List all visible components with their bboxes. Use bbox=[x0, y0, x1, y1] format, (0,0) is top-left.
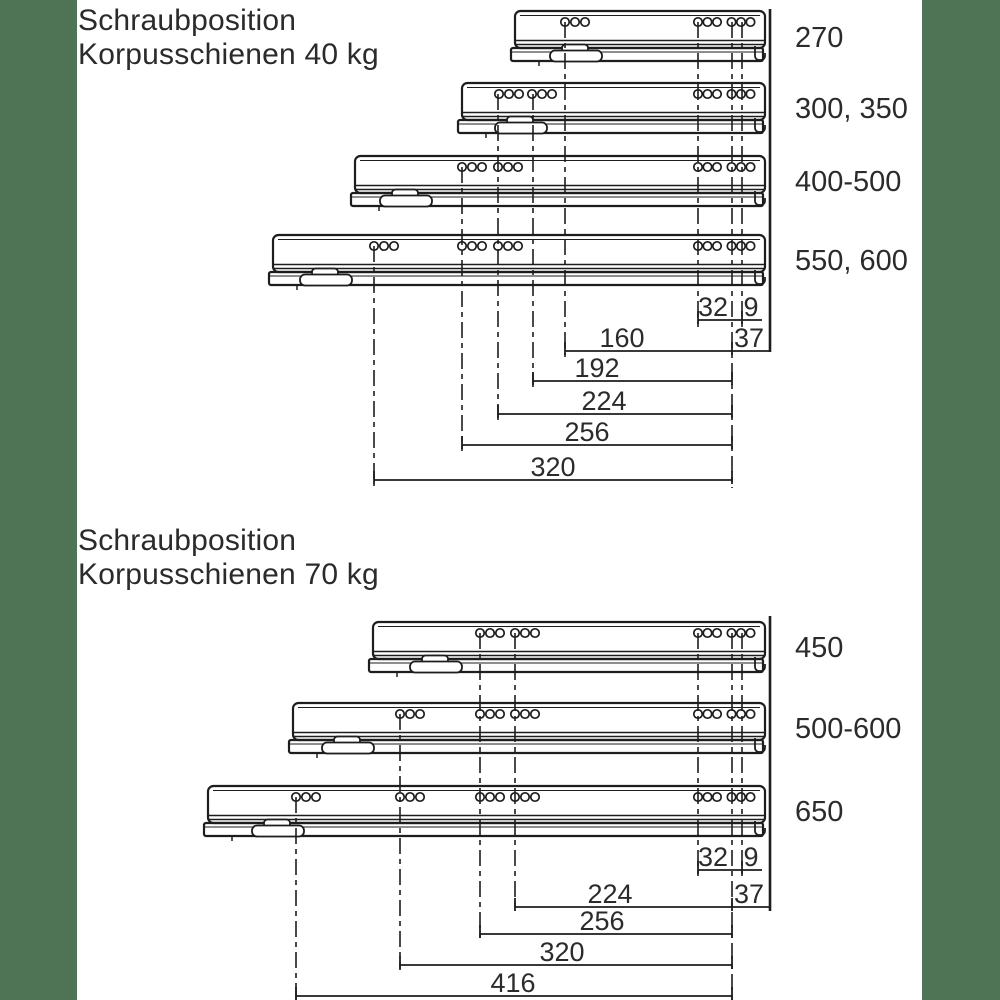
title-line-1: Schraubposition bbox=[78, 524, 297, 557]
korpusschienen-40kg bbox=[269, 9, 908, 488]
screw-hole bbox=[514, 242, 522, 250]
screw-hole bbox=[713, 710, 721, 718]
screw-hole bbox=[746, 90, 754, 98]
rail-length-label: 450 bbox=[795, 632, 844, 664]
screw-hole bbox=[486, 710, 494, 718]
dimension-value-32: 32 bbox=[697, 292, 729, 322]
release-latch bbox=[322, 743, 374, 754]
screw-hole bbox=[496, 793, 504, 801]
title-line-2: Korpusschienen 40 kg bbox=[78, 38, 379, 71]
screw-hole bbox=[746, 629, 754, 637]
screw-hole bbox=[496, 710, 504, 718]
rail-length-label: 300, 350 bbox=[795, 93, 908, 125]
screw-hole bbox=[703, 629, 711, 637]
dimension-value-9: 9 bbox=[743, 292, 759, 322]
screw-hole bbox=[514, 163, 522, 171]
screw-hole bbox=[746, 163, 754, 171]
screw-hole bbox=[515, 90, 523, 98]
cabinet-rail-270 bbox=[511, 11, 843, 66]
screw-hole bbox=[746, 793, 754, 801]
title-line-2: Korpusschienen 70 kg bbox=[78, 558, 379, 591]
rail-body bbox=[355, 156, 765, 193]
screw-hole bbox=[521, 629, 529, 637]
screw-hole bbox=[531, 629, 539, 637]
lower-channel bbox=[511, 48, 763, 61]
dimension-value-256: 256 bbox=[564, 417, 610, 447]
screw-hole bbox=[531, 793, 539, 801]
dimension-value-320: 320 bbox=[539, 937, 585, 967]
screw-hole bbox=[737, 163, 745, 171]
screw-hole bbox=[312, 793, 320, 801]
cabinet-rail-550-600 bbox=[269, 235, 908, 290]
release-latch bbox=[550, 51, 602, 62]
korpusschienen-70kg bbox=[204, 616, 901, 1000]
screw-hole bbox=[703, 90, 711, 98]
dimension-value-9: 9 bbox=[743, 842, 759, 872]
dimension-value-224: 224 bbox=[581, 386, 627, 416]
screw-hole bbox=[737, 629, 745, 637]
screw-hole bbox=[468, 163, 476, 171]
screw-hole bbox=[713, 629, 721, 637]
screw-hole bbox=[746, 242, 754, 250]
screw-hole bbox=[548, 90, 556, 98]
screw-hole bbox=[302, 793, 310, 801]
cabinet-rail-500-600 bbox=[289, 703, 901, 758]
screw-hole bbox=[713, 18, 721, 26]
screw-hole bbox=[416, 710, 424, 718]
screw-hole bbox=[406, 793, 414, 801]
release-latch bbox=[380, 196, 432, 207]
cabinet-rail-450 bbox=[369, 622, 843, 677]
screw-hole bbox=[713, 163, 721, 171]
release-latch bbox=[300, 275, 352, 286]
screw-hole bbox=[468, 242, 476, 250]
rail-length-label: 500-600 bbox=[795, 713, 902, 745]
screw-hole bbox=[486, 629, 494, 637]
screw-hole bbox=[737, 242, 745, 250]
dimension-value-37: 37 bbox=[733, 879, 765, 909]
screw-hole bbox=[746, 710, 754, 718]
release-latch bbox=[495, 123, 547, 134]
screw-hole bbox=[737, 90, 745, 98]
screw-hole bbox=[505, 90, 513, 98]
screw-hole bbox=[703, 793, 711, 801]
screw-hole bbox=[746, 18, 754, 26]
screw-hole bbox=[416, 793, 424, 801]
screw-hole bbox=[521, 793, 529, 801]
screw-hole bbox=[531, 710, 539, 718]
screw-hole bbox=[703, 18, 711, 26]
rail-body bbox=[373, 622, 765, 659]
screw-hole bbox=[504, 242, 512, 250]
screw-hole bbox=[571, 18, 579, 26]
screw-hole bbox=[703, 710, 711, 718]
screw-hole bbox=[703, 163, 711, 171]
cabinet-rail-300-350 bbox=[458, 83, 908, 138]
rail-body bbox=[273, 235, 765, 272]
rail-length-label: 650 bbox=[795, 796, 844, 828]
rail-length-label: 270 bbox=[795, 22, 844, 54]
screw-hole bbox=[713, 793, 721, 801]
rail-body bbox=[208, 786, 765, 823]
screw-hole bbox=[538, 90, 546, 98]
screw-hole bbox=[496, 629, 504, 637]
screw-hole bbox=[737, 18, 745, 26]
screw-hole bbox=[737, 710, 745, 718]
dimension-value-256: 256 bbox=[579, 906, 625, 936]
screw-hole bbox=[504, 163, 512, 171]
screw-hole bbox=[737, 793, 745, 801]
dimension-value-37: 37 bbox=[733, 323, 765, 353]
rail-body bbox=[515, 11, 765, 48]
screw-hole bbox=[495, 90, 503, 98]
dimension-value-32: 32 bbox=[697, 842, 729, 872]
screw-hole bbox=[478, 163, 486, 171]
screw-hole bbox=[390, 242, 398, 250]
screw-hole bbox=[380, 242, 388, 250]
title-line-1: Schraubposition bbox=[78, 4, 297, 37]
rail-length-label: 400-500 bbox=[795, 166, 902, 198]
screw-hole bbox=[521, 710, 529, 718]
dimension-value-224: 224 bbox=[587, 879, 633, 909]
rail-body bbox=[462, 83, 765, 120]
screw-hole bbox=[581, 18, 589, 26]
screw-hole bbox=[528, 90, 536, 98]
dimension-value-416: 416 bbox=[490, 968, 536, 998]
screw-hole bbox=[478, 242, 486, 250]
screw-hole bbox=[703, 242, 711, 250]
screw-hole bbox=[406, 710, 414, 718]
screw-hole bbox=[713, 90, 721, 98]
screw-hole bbox=[713, 242, 721, 250]
rail-body bbox=[293, 703, 765, 740]
screw-hole bbox=[486, 793, 494, 801]
rail-length-label: 550, 600 bbox=[795, 245, 908, 277]
cabinet-rail-400-500 bbox=[351, 156, 901, 211]
dimension-value-320: 320 bbox=[530, 452, 576, 482]
dimension-value-192: 192 bbox=[574, 353, 620, 383]
release-latch bbox=[410, 662, 462, 673]
dimension-value-160: 160 bbox=[599, 323, 645, 353]
cabinet-rail-650 bbox=[204, 786, 843, 841]
